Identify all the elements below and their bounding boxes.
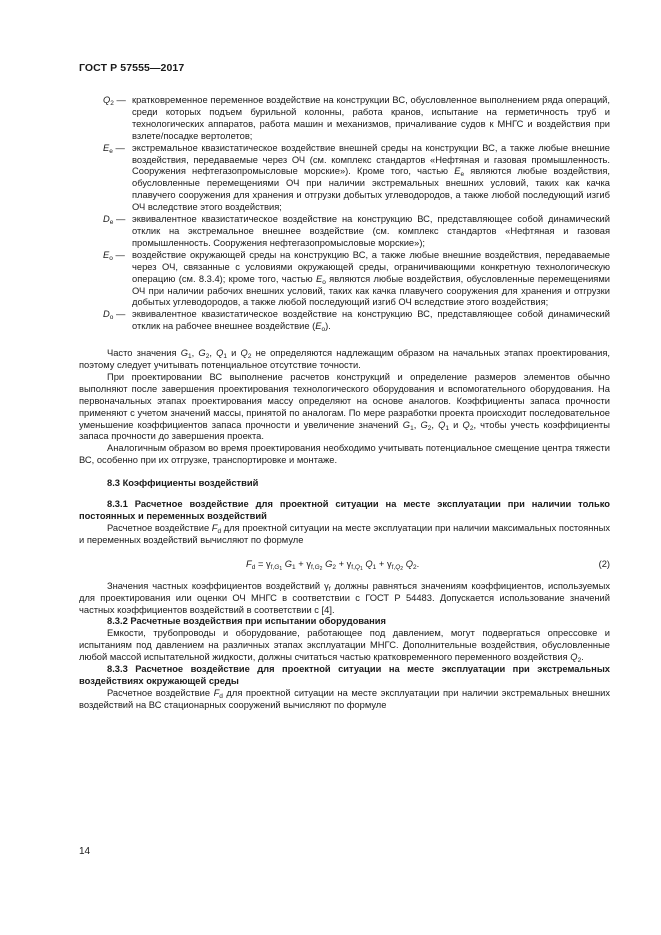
- symbol-subscript: o: [109, 254, 113, 262]
- paragraph-formula-intro-1: Расчетное воздействие $F_d$ для проектной ситуации на месте эксплуатации при наличии максимальных постоянных и переменных воздействий вычисляют по формуле: [79, 522, 611, 545]
- definition-ee: [79, 143, 610, 214]
- document-header: ГОСТ Р 57555—2017: [79, 62, 185, 74]
- symbol-subscript: e: [109, 219, 114, 227]
- dash: —: [113, 309, 126, 320]
- dash: —: [112, 249, 125, 260]
- paragraph-design-process: При проектировании ВС выполнение расчетов конструкций и определение размеров элементов обычно выполняют после завершения проектирования технологического оборудования и вспомогательного оборудования. На первоначальных этапах проектирования массу определяют на основе аналогов. Коэффициенты запаса прочности применяют с учетом значений массы, принятой по аналогам. По мере разработки проекта происходит последовательное уменьшение коэффициентов запаса прочности и увеличение значений $G_1$, $G_2$, $Q_1$ и $Q_2$, чтобы учесть коэффициенты запаса прочности до завершения проекта.: [79, 371, 610, 442]
- symbol: E: [103, 142, 110, 153]
- section-heading-8-3: 8.3 Коэффициенты воздействий: [107, 478, 259, 489]
- formula-2: [79, 553, 610, 577]
- page-number: 14: [79, 846, 91, 857]
- definition-text: кратковременное переменное воздействие на конструкции ВС, обусловленное выполнением ряда операций, среди которых подъем бурильной колонны, работа кранов, испытание на герметичность труб и технологических аппаратов, работа машин и механизмов, причаливание судов к МНГС и воздействия при взлете/посадке вертолетов;: [132, 95, 610, 141]
- formula-number: (2): [598, 558, 610, 569]
- symbol: Q: [103, 95, 111, 105]
- paragraph-partial-coefficients: Значения частных коэффициентов воздействий $\gamma_f$ должны равняться значениям коэффициентов, используемых для проектирования или оценки ОЧ МНГС в соответствии с ГОСТ Р 54483. Допускается использование значений частных коэффициентов воздействий в соответствии с [4].: [79, 580, 610, 615]
- symbol-subscript: e: [109, 147, 113, 155]
- paragraph-formula-intro-2: Расчетное воздействие $F_d$ для проектной ситуации на месте эксплуатации при наличии экстремальных внешних воздействий на ВС стационарных сооружений вычисляют по формуле: [79, 687, 610, 710]
- symbol-subscript: 2: [110, 100, 114, 107]
- definition-eo: [79, 250, 610, 310]
- definition-de: [79, 214, 610, 250]
- paragraph-center-of-gravity: Аналогичным образом во время проектирования необходимо учитывать потенциальное смещение центра тяжести ВС, особенно при их отгрузке, транспортировке и монтаже.: [79, 443, 610, 466]
- section-heading-8-3-2: 8.3.2 Расчетные воздействия при испытании оборудования: [107, 616, 386, 627]
- symbol-subscript: o: [109, 314, 114, 322]
- definition-q2: [79, 95, 610, 143]
- definition-text: эквивалентное квазистатическое воздействие на конструкцию ВС, представляющее собой динамический отклик на рабочее внешнее воздействие $(E_o)$.: [132, 309, 610, 334]
- formula-expression: $F_d = \gamma_{f,G1}$ $G_1 + \gamma_{f,G2}$ $G_2 + \gamma_{f,Q1}$ $Q_1 + \gamma_{f,Q2}$ $Q_2$.: [246, 558, 420, 572]
- dash: —: [113, 95, 126, 105]
- symbol: E: [103, 249, 110, 260]
- paragraph-accuracy: Часто значения $G_1$, $G_2$, $Q_1$ и $Q_2$ не определяются надлежащим образом на начальных этапах проектирования, поэтому следует учитывать потенциальное отсутствие точности.: [79, 348, 610, 371]
- dash: —: [112, 142, 125, 153]
- symbol: D: [103, 214, 110, 225]
- definition-text: воздействие окружающей среды на конструкцию ВС, а также любые внешние воздействия, передаваемые через ОЧ, связанные с условиями окружающей среды, ограничивающими конкретную технологическую операцию (см. 8.3.4); кроме того, частью $E_o$ являются любые воздействия, обусловленные перемещениями ОЧ при наличии рабочих внешних условий, таких как качка плавучего сооружения для хранения и отгрузки добытых углеводородов, а также любой последующий изгиб ОЧ вследствие этого воздействия;: [132, 249, 610, 308]
- definition-text: экстремальное квазистатическое воздействие внешней среды на конструкции ВС, а также любые внешние воздействия, передаваемые через ОЧ (см. комплекс стандартов «Нефтяная и газовая промышленность. Сооружения нефтегазопромысловые морские»). Кроме того, частью $E_e$ являются любые воздействия, обусловленные перемещениями ОЧ при наличии экстремальных внешних условий, таких как качка плавучего сооружения для хранения и отгрузки добытых углеводородов, а также любой последующий изгиб ОЧ вследствие этого воздействия;: [132, 142, 611, 213]
- definition-do: [79, 309, 610, 333]
- section-heading-8-3-3: 8.3.3 Расчетное воздействие для проектной ситуации на месте эксплуатации при экстремальных воздействиях окружающей среды: [79, 664, 610, 686]
- dash: —: [113, 214, 126, 225]
- definition-text: эквивалентное квазистатическое воздействие на конструкцию ВС, представляющее собой динамический отклик на экстремальное внешнее воздействие (см. комплекс стандартов «Нефтяная и газовая промышленность. Сооружения нефтегазопромысловые морские»);: [132, 214, 610, 248]
- paragraph-equipment-testing: Емкости, трубопроводы и оборудование, работающее под давлением, могут подвергаться опрессовке и испытаниям под давлением на различных этапах эксплуатации МНГС. Дополнительные воздействия, обусловленные любой массой испытательной жидкости, должны считаться частью кратковременного переменного воздействия $Q_2$.: [79, 628, 610, 665]
- symbol: D: [103, 309, 110, 320]
- section-heading-8-3-1: 8.3.1 Расчетное воздействие для проектной ситуации на месте эксплуатации при наличии только постоянных и переменных воздействий: [79, 499, 610, 521]
- page-content: [79, 95, 610, 712]
